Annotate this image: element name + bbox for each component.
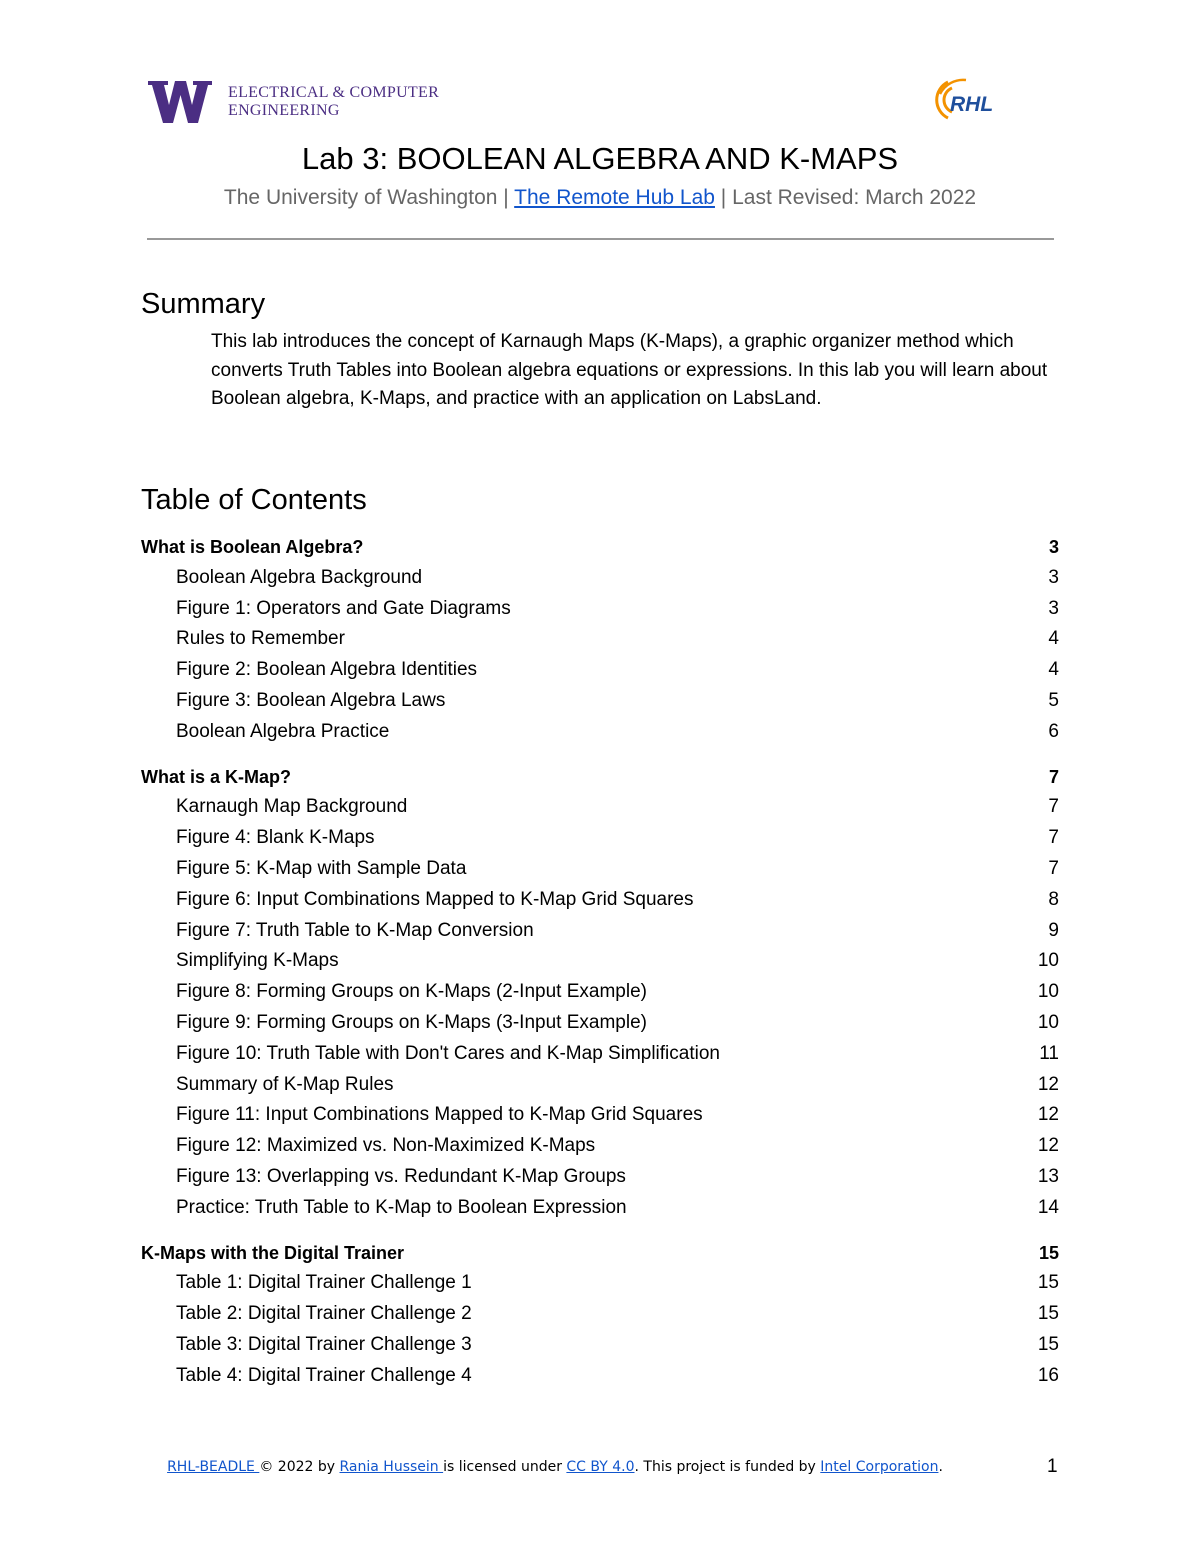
toc-entry-title: Table 4: Digital Trainer Challenge 4	[176, 1364, 472, 1386]
toc-item[interactable]	[141, 595, 1059, 626]
rhl-beadle-link[interactable]: RHL-BEADLE	[167, 1459, 260, 1475]
toc-item[interactable]	[141, 656, 1059, 687]
uw-ece-logo	[148, 80, 439, 124]
license-link[interactable]: CC BY 4.0	[566, 1459, 635, 1475]
toc-item[interactable]	[141, 886, 1059, 917]
toc-entry-title: Table 1: Digital Trainer Challenge 1	[176, 1272, 472, 1294]
toc-entry-title: Simplifying K-Maps	[176, 950, 339, 972]
header-divider	[147, 238, 1054, 240]
page-title: Lab 3: BOOLEAN ALGEBRA AND K-MAPS	[301, 141, 899, 176]
uw-w-logo-icon	[148, 81, 212, 123]
toc-item[interactable]	[141, 564, 1059, 595]
summary-text: This lab introduces the concept of Karnaugh Maps (K-Maps), a graphic organizer method which converts Truth Tables into Boolean algebra equations or expressions. In this lab you will learn about Boolean algebra, K-Maps, and practice with an application on LabsLand.	[211, 331, 1048, 409]
toc-item[interactable]	[141, 855, 1059, 886]
table-of-contents	[141, 533, 1059, 1393]
toc-item[interactable]	[141, 718, 1059, 749]
author-link[interactable]: Rania Hussein	[339, 1459, 444, 1475]
toc-entry-title: Rules to Remember	[176, 628, 345, 650]
toc-entry-page: 4	[1048, 628, 1059, 650]
toc-entry-title: Figure 13: Overlapping vs. Redundant K-Map Groups	[176, 1165, 626, 1187]
toc-entry-page: 12	[1037, 1135, 1059, 1157]
toc-entry-title: Figure 11: Input Combinations Mapped to K-Map Grid Squares	[176, 1104, 703, 1126]
toc-item[interactable]	[141, 1362, 1059, 1393]
toc-entry-page: 7	[1048, 827, 1059, 849]
toc-entry-title: Figure 4: Blank K-Maps	[176, 827, 375, 849]
toc-item[interactable]	[141, 1040, 1059, 1071]
page-subtitle: The University of Washington | The Remote Hub Lab | Last Revised: March 2022	[223, 186, 977, 209]
toc-item[interactable]	[141, 1194, 1059, 1225]
toc-item[interactable]	[141, 824, 1059, 855]
toc-item[interactable]	[141, 1269, 1059, 1300]
toc-entry-page: 12	[1037, 1104, 1059, 1126]
toc-section[interactable]	[141, 763, 1059, 794]
toc-entry-page: 15	[1037, 1272, 1059, 1294]
toc-entry-title: Figure 12: Maximized vs. Non-Maximized K-Maps	[176, 1135, 596, 1157]
footer-license: RHL-BEADLE © 2022 by Rania Hussein is licensed under CC BY 4.0. This project is funded by Intel Corporation.	[167, 1459, 943, 1475]
toc-item[interactable]	[141, 1009, 1059, 1040]
toc-item[interactable]	[141, 1071, 1059, 1102]
toc-entry-title: Figure 6: Input Combinations Mapped to K-Map Grid Squares	[176, 888, 694, 910]
toc-entry-page: 7	[1048, 857, 1059, 879]
toc-heading: Table of Contents	[141, 484, 367, 516]
toc-item[interactable]	[141, 917, 1059, 948]
toc-entry-page: 3	[1048, 597, 1059, 619]
toc-entry-page: 4	[1048, 659, 1059, 681]
toc-entry-title: Practice: Truth Table to K-Map to Boolean Expression	[176, 1196, 627, 1218]
toc-entry-page: 10	[1037, 1011, 1059, 1033]
toc-item[interactable]	[141, 978, 1059, 1009]
svg-text:RHL: RHL	[950, 93, 994, 116]
toc-item[interactable]	[141, 1300, 1059, 1331]
toc-entry-page: 13	[1037, 1165, 1059, 1187]
toc-entry-page: 16	[1037, 1364, 1059, 1386]
toc-entry-page: 9	[1048, 919, 1059, 941]
toc-entry-title: Figure 7: Truth Table to K-Map Conversion	[176, 919, 534, 941]
toc-entry-title: K-Maps with the Digital Trainer	[141, 1242, 405, 1263]
toc-item[interactable]	[141, 1101, 1059, 1132]
toc-entry-page: 8	[1048, 888, 1059, 910]
toc-item[interactable]	[141, 793, 1059, 824]
funder-link[interactable]: Intel Corporation	[820, 1459, 939, 1475]
toc-entry-page: 7	[1048, 796, 1059, 818]
toc-entry-page: 15	[1037, 1303, 1059, 1325]
toc-entry-page: 12	[1037, 1073, 1059, 1095]
page-number: 1	[1047, 1456, 1058, 1477]
toc-entry-title: Figure 1: Operators and Gate Diagrams	[176, 597, 511, 619]
toc-entry-title: What is a K-Map?	[141, 766, 292, 787]
toc-entry-title: Figure 2: Boolean Algebra Identities	[176, 659, 478, 681]
toc-entry-page: 11	[1039, 1042, 1059, 1064]
toc-entry-title: Figure 8: Forming Groups on K-Maps (2-Input Example)	[176, 981, 647, 1003]
toc-entry-title: Karnaugh Map Background	[176, 796, 408, 818]
toc-entry-page: 10	[1037, 950, 1059, 972]
toc-item[interactable]	[141, 1163, 1059, 1194]
toc-item[interactable]	[141, 625, 1059, 656]
remote-hub-lab-link[interactable]: The Remote Hub Lab	[514, 186, 715, 209]
toc-section[interactable]	[141, 1239, 1059, 1270]
toc-entry-page: 3	[1048, 537, 1059, 557]
uw-ece-wordmark: ELECTRICAL & COMPUTER ENGINEERING	[228, 84, 440, 119]
toc-entry-page: 3	[1048, 566, 1059, 588]
toc-entry-page: 14	[1037, 1196, 1059, 1218]
toc-entry-page: 10	[1037, 981, 1059, 1003]
toc-entry-title: What is Boolean Algebra?	[141, 537, 364, 557]
toc-entry-title: Boolean Algebra Background	[176, 566, 423, 588]
toc-entry-title: Table 2: Digital Trainer Challenge 2	[176, 1303, 472, 1325]
toc-item[interactable]	[141, 1331, 1059, 1362]
toc-entry-title: Figure 10: Truth Table with Don't Cares and K-Map Simplification	[176, 1042, 720, 1064]
toc-entry-page: 7	[1048, 766, 1059, 787]
toc-section[interactable]	[141, 533, 1059, 564]
toc-entry-page: 5	[1048, 689, 1059, 711]
toc-item[interactable]	[141, 1132, 1059, 1163]
toc-entry-title: Figure 3: Boolean Algebra Laws	[176, 689, 446, 711]
toc-entry-title: Summary of K-Map Rules	[176, 1073, 394, 1095]
toc-item[interactable]	[141, 687, 1059, 718]
toc-entry-title: Figure 5: K-Map with Sample Data	[176, 857, 467, 879]
toc-entry-page: 15	[1038, 1242, 1059, 1263]
toc-item[interactable]	[141, 947, 1059, 978]
toc-entry-title: Figure 9: Forming Groups on K-Maps (3-Input Example)	[176, 1011, 647, 1033]
toc-entry-title: Boolean Algebra Practice	[176, 720, 390, 742]
rhl-logo-icon	[928, 74, 1010, 124]
summary-heading: Summary	[141, 288, 266, 320]
toc-entry-page: 6	[1048, 720, 1059, 742]
toc-entry-page: 15	[1037, 1333, 1059, 1355]
toc-entry-title: Table 3: Digital Trainer Challenge 3	[176, 1333, 472, 1355]
